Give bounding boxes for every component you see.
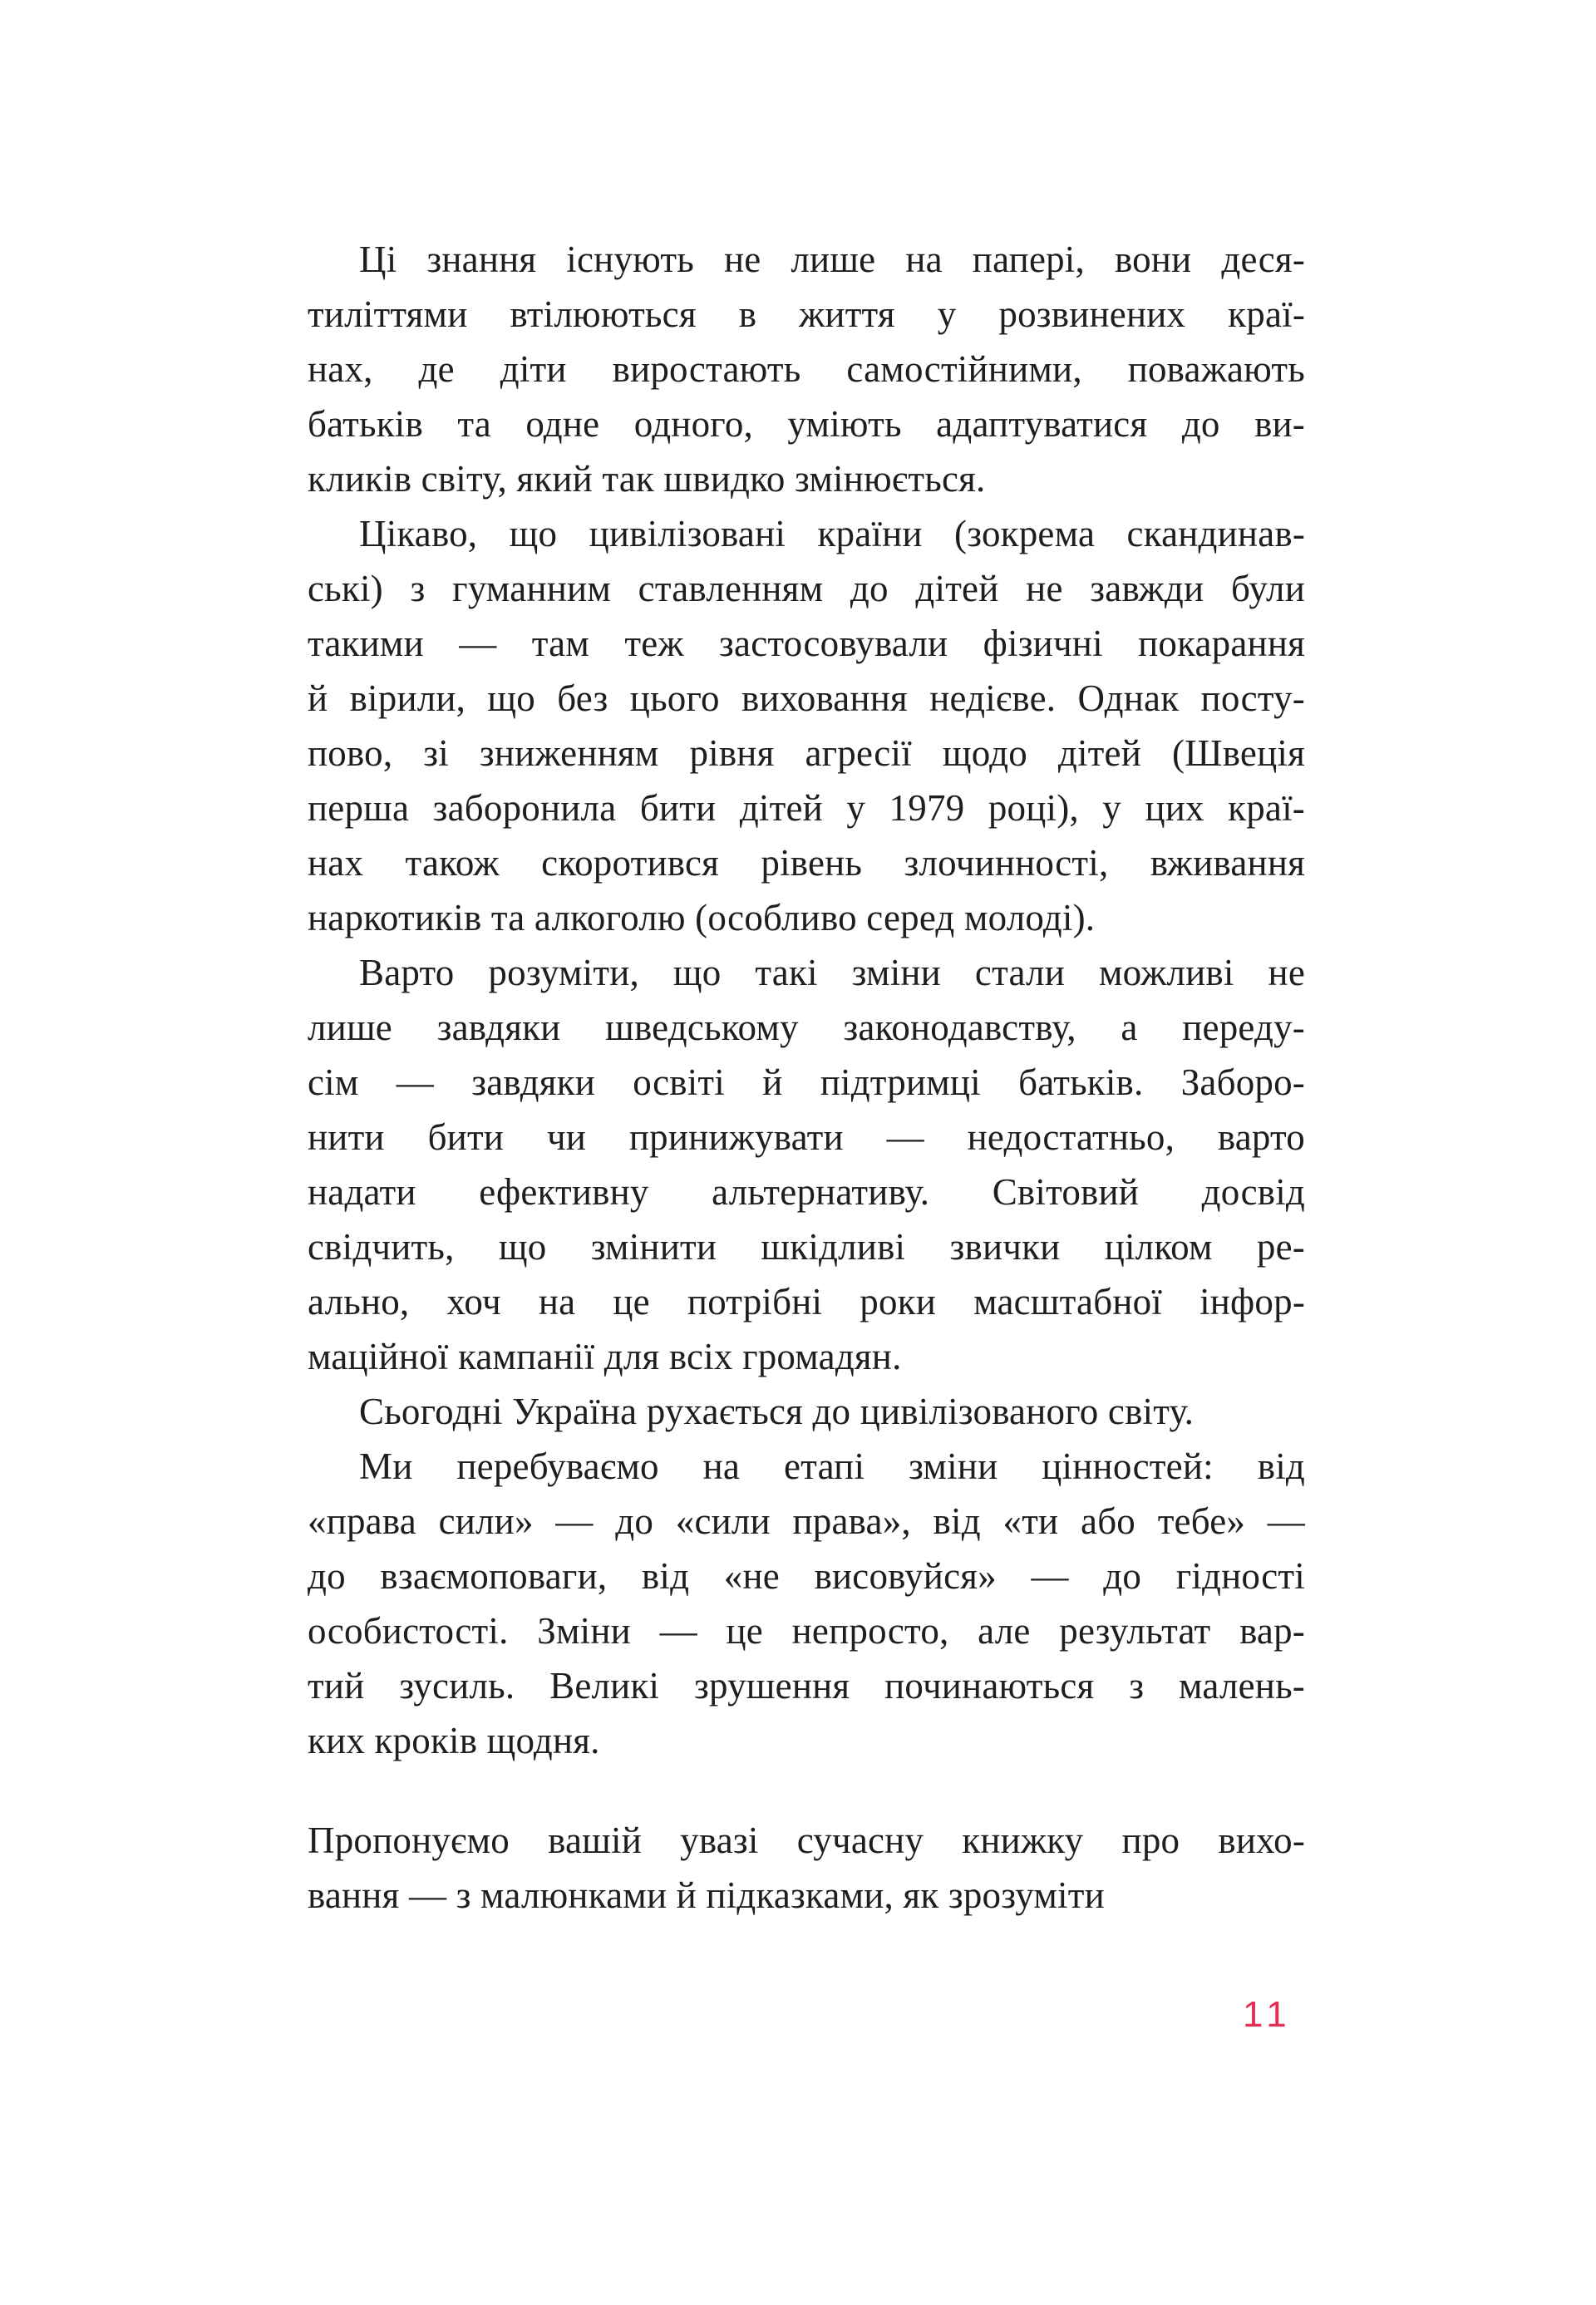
text-line: до взаємоповаги, від «не висовуйся» — до гідності xyxy=(308,1555,1305,1597)
paragraph xyxy=(308,232,1305,506)
text-line: кликів світу, який так швидко змінюється. xyxy=(308,458,986,500)
text-line: пово, зі зниженням рівня агресії щодо дітей (Швеція xyxy=(308,732,1305,774)
text-line: сім — завдяки освіті й підтримці батьків. Заборо- xyxy=(308,1061,1305,1103)
paragraph xyxy=(308,506,1305,945)
paragraph xyxy=(308,1813,1305,1923)
text-line: такими — там теж застосовували фізичні покарання xyxy=(308,623,1305,664)
text-line: тиліттями втілюються в життя у розвинених краї- xyxy=(308,293,1305,335)
text-line: ально, хоч на це потрібні роки масштабної інфор- xyxy=(308,1281,1305,1322)
text-line: наркотиків та алкоголю (особливо серед молоді). xyxy=(308,897,1096,938)
text-line: надати ефективну альтернативу. Світовий досвід xyxy=(308,1171,1305,1213)
text-line: свідчить, що змінити шкідливі звички цілком ре- xyxy=(308,1226,1305,1268)
text-line: Пропонуємо вашій увазі сучасну книжку про вихо- xyxy=(308,1820,1305,1861)
text-line: особистості. Зміни — це непросто, але результат вар- xyxy=(308,1610,1305,1652)
text-line: тий зусиль. Великі зрушення починаються з малень- xyxy=(308,1665,1305,1707)
text-line: батьків та одне одного, уміють адаптуватися до ви- xyxy=(308,403,1305,445)
text-line: Цікаво, що цивілізовані країни (зокрема скандинав- xyxy=(359,513,1305,554)
text-line: перша заборонила бити дітей у 1979 році), у цих краї- xyxy=(308,787,1305,829)
text-line: й вірили, що без цього виховання недієве. Однак посту- xyxy=(308,677,1305,719)
paragraph xyxy=(308,945,1305,1384)
text-line: нити бити чи принижувати — недостатньо, варто xyxy=(308,1116,1305,1158)
text-line: вання — з малюнками й підказками, як зрозуміти xyxy=(308,1874,1105,1916)
text-line: «права сили» — до «сили права», від «ти або тебе» — xyxy=(308,1500,1305,1542)
text-line: Варто розуміти, що такі зміни стали можливі не xyxy=(359,952,1305,993)
text-line: Ми перебуваємо на етапі зміни цінностей: від xyxy=(359,1446,1305,1487)
text-line: Ці знання існують не лише на папері, вони деся- xyxy=(359,239,1305,280)
text-line: нах, де діти виростають самостійними, поважають xyxy=(308,348,1305,390)
text-line: Сьогодні Україна рухається до цивілізованого світу. xyxy=(359,1391,1195,1432)
page-number: 11 xyxy=(1243,1994,1293,2035)
text-line: нах також скоротився рівень злочинності, вживання xyxy=(308,842,1305,884)
text-line: ких кроків щодня. xyxy=(308,1720,600,1761)
text-line: маційної кампанії для всіх громадян. xyxy=(308,1336,902,1377)
text-line: ські) з гуманним ставленням до дітей не завжди були xyxy=(308,568,1305,609)
body-text xyxy=(308,232,1305,1923)
text-line: лише завдяки шведському законодавству, а переду- xyxy=(308,1007,1305,1048)
paragraph xyxy=(308,1439,1305,1768)
paragraph xyxy=(308,1384,1305,1439)
